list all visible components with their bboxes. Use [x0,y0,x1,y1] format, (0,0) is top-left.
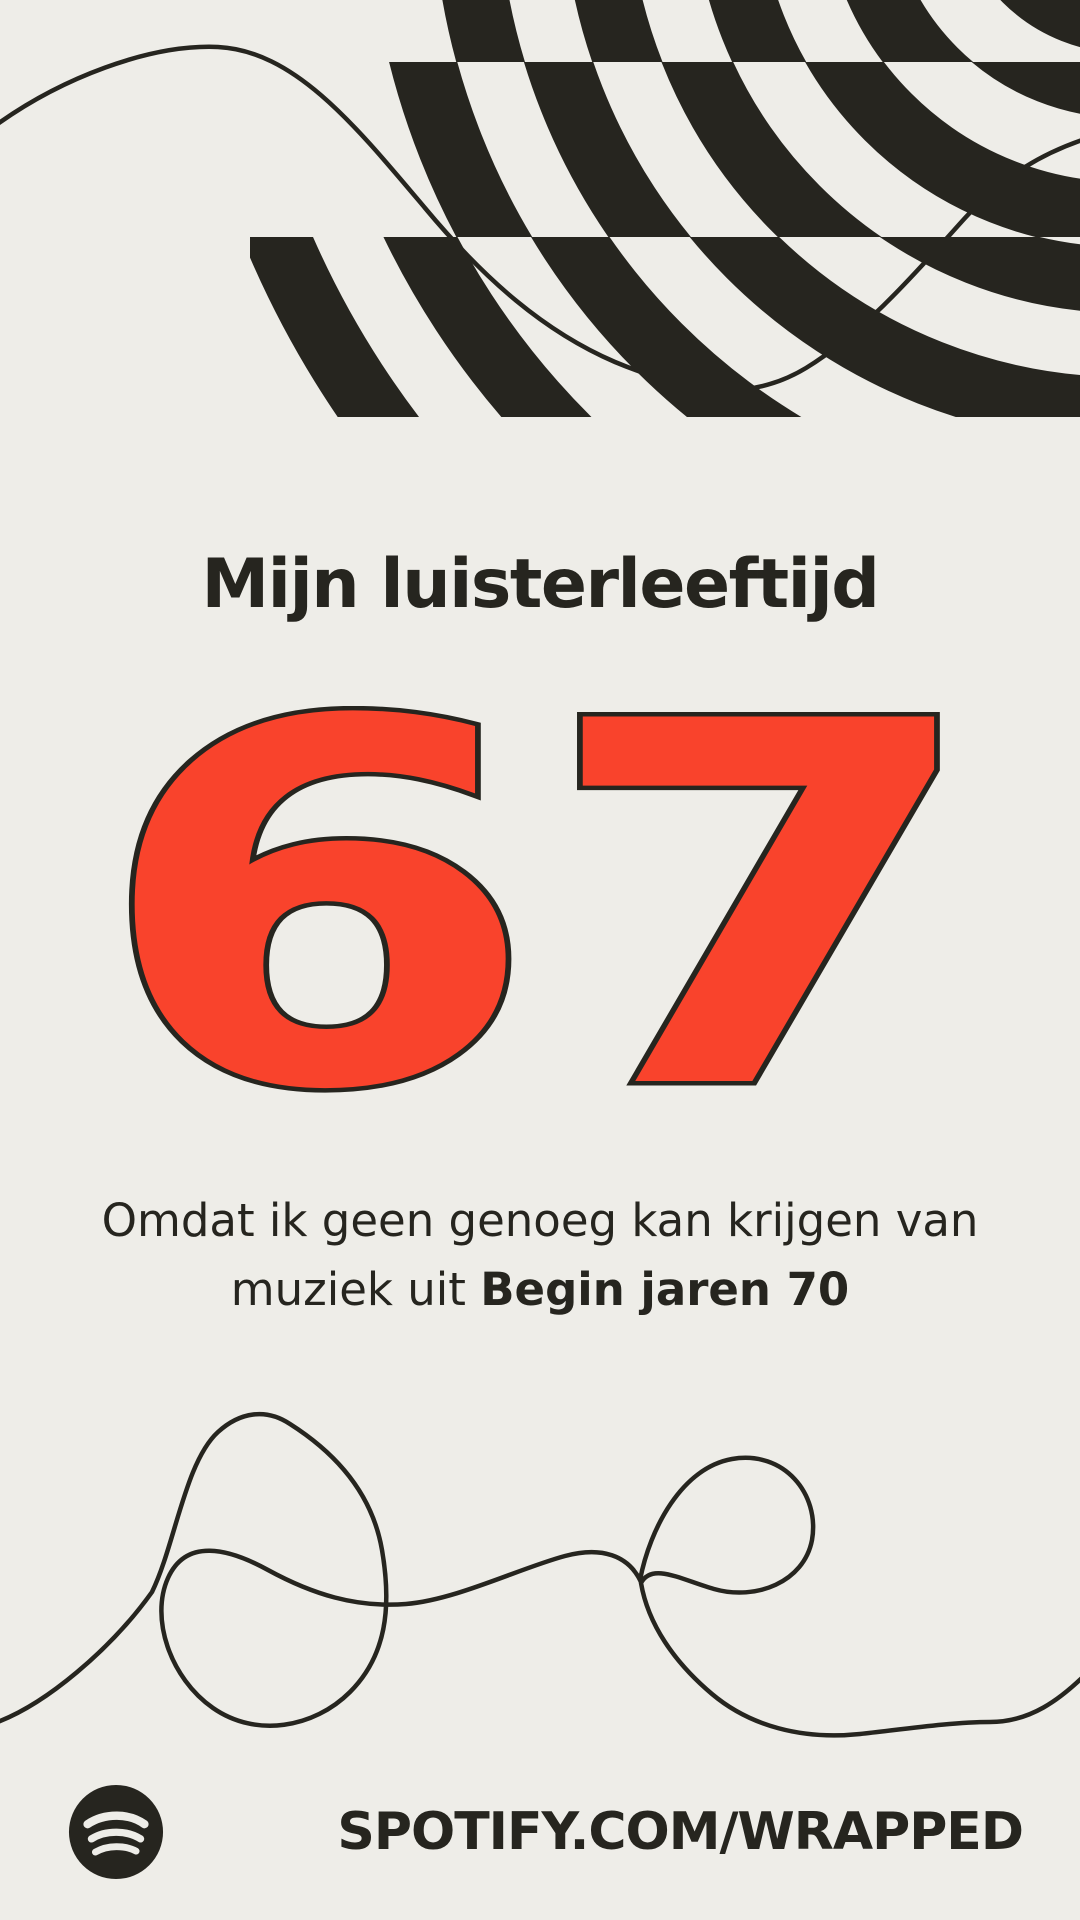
squiggle-line-bottom [0,1414,1080,1735]
caption-line-2-highlight: Begin jaren 70 [480,1263,850,1316]
listening-age-figure [0,706,1080,1106]
caption-line-2 [0,1255,1080,1324]
listening-age-value: 67 [95,706,985,1106]
page-title: Mijn luisterleeftijd [201,545,879,624]
stat-caption [0,1186,1080,1324]
wave-pattern-band [400,0,1080,605]
caption-line-2-regular: muziek uit [230,1263,466,1316]
wrapped-url-text: SPOTIFY.COM/WRAPPED [337,1802,1023,1862]
spotify-logo-icon [67,1783,165,1881]
caption-line-1: Omdat ik geen genoeg kan krijgen van [101,1194,979,1247]
footer [67,1780,1023,1884]
wave-pattern-band [205,0,1080,800]
